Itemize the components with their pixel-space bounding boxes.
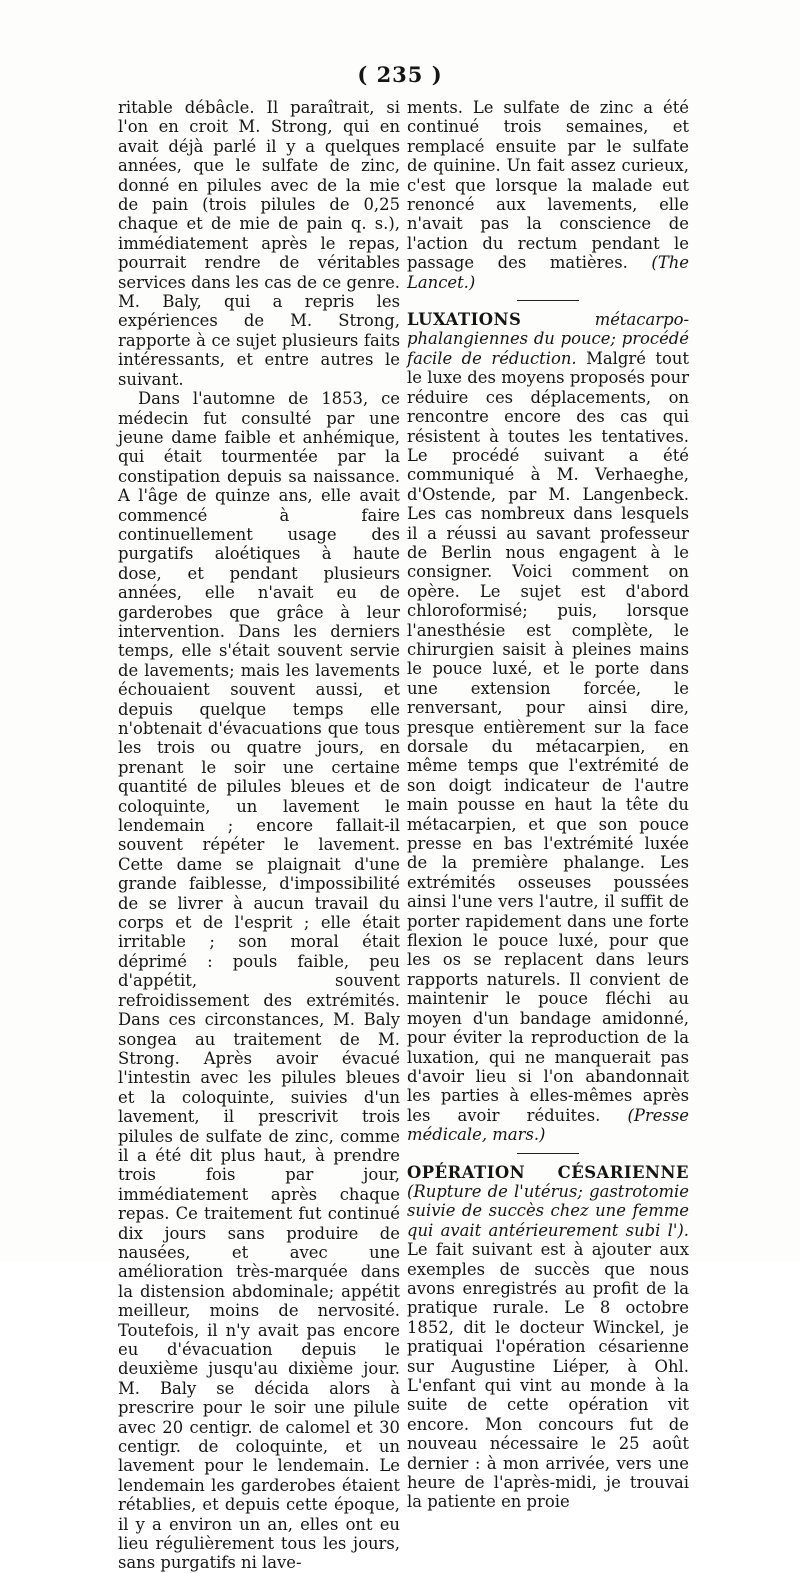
page-number: ( 235 ) xyxy=(357,62,443,87)
section-text: Malgré tout le luxe des moyens proposés pour réduire ces déplacements, on rencontre encore des cas qui résistent à toutes les tentatives. Le procédé suivant a été communiqué à M. Verhaeghe, d'Ostende, par M. Langenbeck. Les cas nombreux dans lesquels il a réussi au savant professeur de Berlin nous engagent à le consigner. Voici comment on opère. Le sujet est d'abord chloroformisé; puis, lorsque l'anesthésie est complète, le chirurgien saisit à pleines mains le pouce luxé, et le porte dans une extension forcée, le renversant, pour ainsi dire, presque entièrement sur la face dorsale du métacarpien, en même temps que l'extrémité de son doigt indicateur de l'autre main pousse en haut la tête du métacarpien, et que son pouce presse en bas l'extrémité luxée de la première phalange. Les extrémités osseuses poussées ainsi l'une vers l'autre, il suffit de porter rapidement dans une forte flexion le pouce luxé, pour que les os se replacent dans leurs rapports naturels. Il convient de maintenir le pouce fléchi au moyen d'un bandage amidonné, pour éviter la reproduction de la luxation, qui ne manquerait pas d'avoir lieu si l'on abandonnait les parties à elles-mêmes après les avoir réduites. xyxy=(407,348,689,1125)
source-citation: (The Lancet.) xyxy=(407,253,690,292)
paragraph: ritable débâcle. Il paraîtrait, si l'on en croit M. Strong, qui en avait déjà parlé il y a quelques années, que le sulfate de zinc, donné en pilules avec de la mie de pain (trois pilules de 0,25 chaque et de mie de pain q. s.), immédiatement après le repas, pourrait rendre de véritables services dans les cas de ce genre. M. Baly, qui a repris les expériences de M. Strong, rapporte à ce sujet plusieurs faits intéressants, et entre autres le suivant. xyxy=(118,98,400,389)
section-luxations xyxy=(407,310,689,1144)
section-heading: LUXATIONS xyxy=(407,310,522,330)
section-divider xyxy=(517,300,579,301)
source-citation: (Presse médicale, mars.) xyxy=(407,1105,689,1145)
paragraph xyxy=(407,98,689,292)
paragraph-text: ments. Le sulfate de zinc a été continué trois semaines, et remplacé ensuite par le sulfate de quinine. Un fait assez curieux, c'est que lorsque la malade eut renoncé aux lavements, elle n'avait pas la conscience de l'action du rectum pendant le passage des matières. xyxy=(407,98,689,273)
left-column xyxy=(118,98,400,1573)
section-cesarienne xyxy=(407,1163,689,1512)
section-text: Le fait suivant est à ajouter aux exemples de succès que nous avons enregistrés au profit de la pratique rurale. Le 8 octobre 1852, dit le docteur Winckel, je pratiquai l'opération césarienne sur Augustine Liéper, à Ohl. L'enfant qui vint au monde à la suite de cette opération vit encore. Mon concours fut de nouveau nécessaire le 25 août dernier : à mon arrivée, vers une heure de l'après-midi, je trouvai la patiente en proie xyxy=(407,1240,689,1512)
section-subheading: métacarpo-phalangiennes du pouce; procédé facile de réduction. xyxy=(407,310,689,368)
right-column xyxy=(407,98,689,1512)
section-heading: OPÉRATION CÉSARIENNE xyxy=(407,1162,689,1182)
section-divider xyxy=(517,1153,579,1154)
paragraph: Dans l'automne de 1853, ce médecin fut consulté par une jeune dame faible et anhémique, qui était tourmentée par la constipation depuis sa naissance. A l'âge de quinze ans, elle avait commencé à faire continuellement usage des purgatifs aloétiques à haute dose, et pendant plusieurs années, elle n'avait eu de garderobes que grâce à leur intervention. Dans les derniers temps, elle s'était souvent servie de lavements; mais les lavements échouaient souvent aussi, et depuis quelque temps elle n'obtenait d'évacuations que tous les trois ou quatre jours, en prenant le soir une certaine quantité de pilules bleues et de coloquinte, un lavement le lendemain ; encore fallait-il souvent répéter le lavement. Cette dame se plaignait d'une grande faiblesse, d'impossibilité de se livrer à aucun travail du corps et de l'esprit ; elle était irritable ; son moral était déprimé : pouls faible, peu d'appétit, souvent refroidissement des extrémités. Dans ces circonstances, M. Baly songea au traitement de M. Strong. Après avoir évacué l'intestin avec les pilules bleues et la coloquinte, suivies d'un lavement, il prescrivit trois pilules de sulfate de zinc, comme il a été dit plus haut, à prendre trois fois par jour, immédiatement après chaque repas. Ce traitement fut continué dix jours sans produire de nausées, et avec une amélioration très-marquée dans la distension abdominale; appétit meilleur, moins de nervosité. Toutefois, il n'y avait pas encore eu d'évacuation depuis le deuxième jusqu'au dixième jour. M. Baly se décida alors à prescrire pour le soir une pilule avec 20 centigr. de calomel et 30 centigr. de coloquinte, et un lavement pour le lendemain. Le lendemain les garderobes étaient rétablies, et depuis cette époque, il y a environ un an, elles ont eu lieu régulièrement tous les jours, sans purgatifs ni lave- xyxy=(118,389,400,1573)
section-subheading: (Rupture de l'utérus; gastrotomie suivie de succès chez une femme qui avait antérieurement subi l'). xyxy=(407,1181,689,1240)
